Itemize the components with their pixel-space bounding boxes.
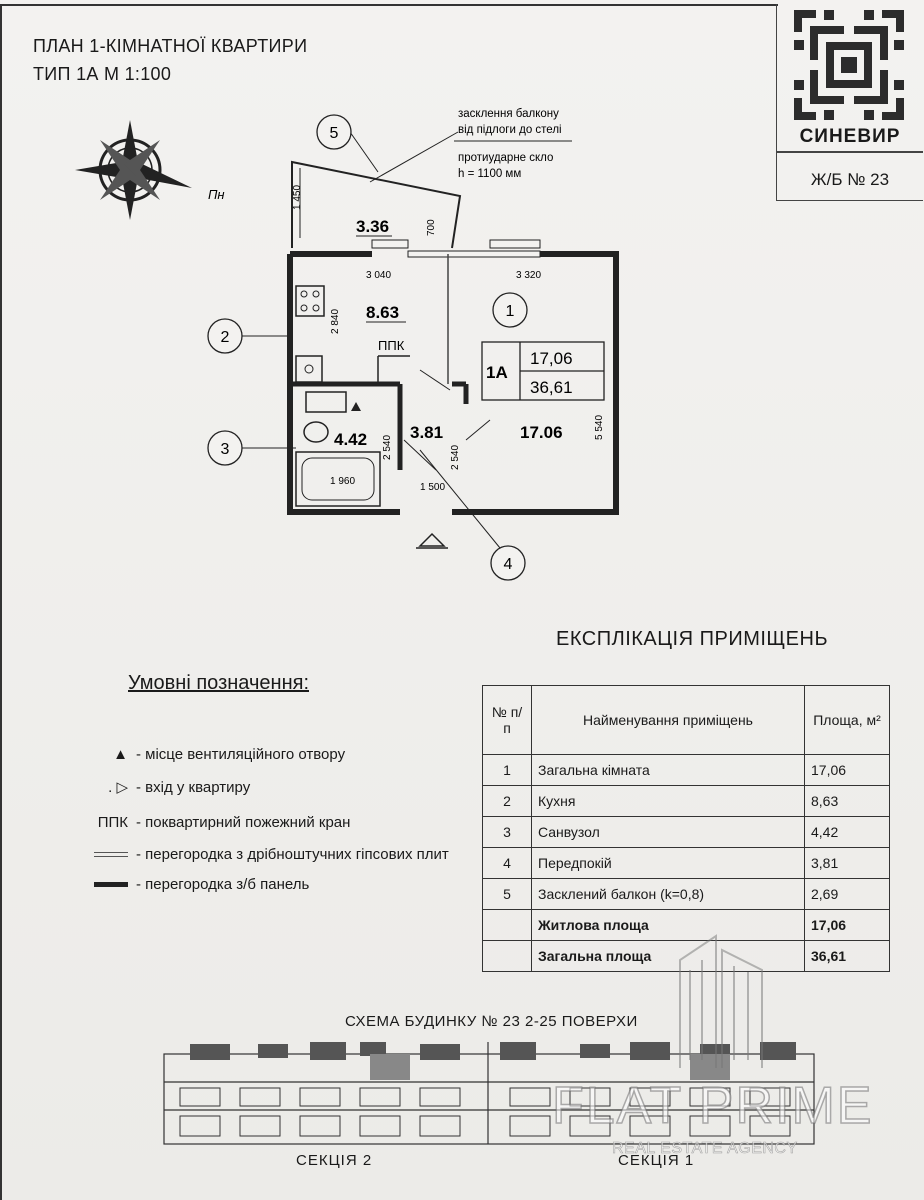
row-area: 17,06 bbox=[805, 755, 890, 786]
legend-item-gypsum bbox=[80, 846, 449, 863]
legend-item-entrance bbox=[80, 778, 250, 796]
callout-5: 5 bbox=[329, 125, 339, 142]
row-area: 36,61 bbox=[805, 941, 890, 972]
legend-text: - місце вентиляційного отвору bbox=[136, 746, 346, 763]
table-row bbox=[483, 817, 890, 848]
balcony-note-2: від підлоги до стелі bbox=[458, 124, 562, 136]
row-num: 5 bbox=[483, 879, 532, 910]
ppk-symbol: ППК bbox=[97, 814, 128, 831]
table-row bbox=[483, 848, 890, 879]
dim-2540-bath: 2 540 bbox=[382, 434, 393, 460]
row-area: 17,06 bbox=[805, 910, 890, 941]
dim-1450: 1 450 bbox=[292, 184, 303, 210]
legend-text: - поквартирний пожежний кран bbox=[136, 814, 351, 831]
row-area: 8,63 bbox=[805, 786, 890, 817]
table-header-row bbox=[483, 686, 890, 755]
legend-item-ppk bbox=[80, 814, 350, 831]
entrance-legend-icon: . ▷ bbox=[108, 779, 128, 796]
building-number: Ж/Б № 23 bbox=[810, 170, 890, 189]
vent-icon: ▲ bbox=[113, 746, 128, 763]
legend-text: - перегородка з/б панель bbox=[136, 876, 310, 893]
section-2-label: СЕКЦІЯ 2 bbox=[296, 1152, 373, 1169]
dim-1500: 1 500 bbox=[420, 482, 446, 493]
north-label: Пн bbox=[208, 187, 225, 202]
callout-2: 2 bbox=[220, 329, 230, 346]
explication-title: ЕКСПЛІКАЦІЯ ПРИМІЩЕНЬ bbox=[556, 628, 829, 650]
row-num: 3 bbox=[483, 817, 532, 848]
row-name: Санвузол bbox=[532, 817, 805, 848]
legend-text: - перегородка з дрібноштучних гіпсових плит bbox=[136, 846, 449, 863]
watermark-sub: REAL ESTATE AGENCY bbox=[612, 1140, 798, 1157]
table-row bbox=[483, 755, 890, 786]
row-name: Житлова площа bbox=[532, 910, 805, 941]
dim-700: 700 bbox=[426, 219, 437, 236]
unit-type: 1А bbox=[486, 363, 508, 382]
scheme-title: СХЕМА БУДИНКУ № 23 2-25 ПОВЕРХИ bbox=[345, 1013, 638, 1030]
section-1-label: СЕКЦІЯ 1 bbox=[618, 1152, 695, 1169]
dim-3040: 3 040 bbox=[366, 270, 392, 281]
dim-2840: 2 840 bbox=[330, 308, 341, 334]
plan-title: ПЛАН 1-КІМНАТНОЇ КВАРТИРИ bbox=[33, 36, 308, 56]
watermark-brand: FLAT PRIME bbox=[552, 1077, 874, 1135]
row-name: Загальна кімната bbox=[532, 755, 805, 786]
balcony-note-4: h = 1100 мм bbox=[458, 168, 522, 180]
dim-5540: 5 540 bbox=[594, 414, 605, 440]
row-name: Засклений балкон (k=0,8) bbox=[532, 879, 805, 910]
plan-type-scale: ТИП 1А М 1:100 bbox=[33, 64, 172, 84]
row-area: 2,69 bbox=[805, 879, 890, 910]
row-area: 3,81 bbox=[805, 848, 890, 879]
col-name-header: Найменування приміщень bbox=[532, 686, 805, 755]
unit-total: 36,61 bbox=[530, 378, 573, 397]
legend-text: - вхід у квартиру bbox=[136, 778, 251, 796]
living-area: 17.06 bbox=[520, 423, 563, 442]
entrance-icon bbox=[420, 534, 444, 546]
dim-2540-hall: 2 540 bbox=[450, 444, 461, 470]
legend-item-concrete bbox=[80, 876, 309, 893]
row-name: Кухня bbox=[532, 786, 805, 817]
unit-living: 17,06 bbox=[530, 349, 573, 368]
row-num: 2 bbox=[483, 786, 532, 817]
row-name: Загальна площа bbox=[532, 941, 805, 972]
brand-name: СИНЕВИР bbox=[799, 126, 901, 147]
row-num bbox=[483, 910, 532, 941]
row-num: 1 bbox=[483, 755, 532, 786]
concrete-partition-icon bbox=[80, 882, 128, 887]
legend-item-vent bbox=[80, 746, 345, 763]
explication-table bbox=[482, 685, 890, 972]
hall-area: 3.81 bbox=[410, 423, 444, 442]
col-area-header: Площа, м² bbox=[805, 686, 890, 755]
callout-4: 4 bbox=[503, 556, 513, 573]
kitchen-area: 8.63 bbox=[366, 303, 400, 322]
table-row bbox=[483, 879, 890, 910]
callout-1: 1 bbox=[505, 303, 515, 320]
bath-area: 4.42 bbox=[334, 430, 368, 449]
gypsum-partition-icon bbox=[80, 852, 128, 857]
balcony-note-3: протиударне скло bbox=[458, 152, 554, 164]
callout-3: 3 bbox=[220, 441, 230, 458]
row-num bbox=[483, 941, 532, 972]
legend-title: Умовні позначення: bbox=[128, 672, 309, 694]
row-name: Передпокій bbox=[532, 848, 805, 879]
row-area: 4,42 bbox=[805, 817, 890, 848]
balcony-note-1: засклення балкону bbox=[458, 108, 559, 120]
row-num: 4 bbox=[483, 848, 532, 879]
table-row bbox=[483, 786, 890, 817]
balcony-area: 3.36 bbox=[356, 217, 390, 236]
watermark-building-icon bbox=[676, 930, 766, 1070]
dim-3320: 3 320 bbox=[516, 270, 542, 281]
ppk-label: ППК bbox=[378, 338, 405, 353]
compass-icon bbox=[75, 120, 192, 220]
dim-1960: 1 960 bbox=[330, 476, 356, 487]
col-num-header: № п/п bbox=[483, 686, 532, 755]
